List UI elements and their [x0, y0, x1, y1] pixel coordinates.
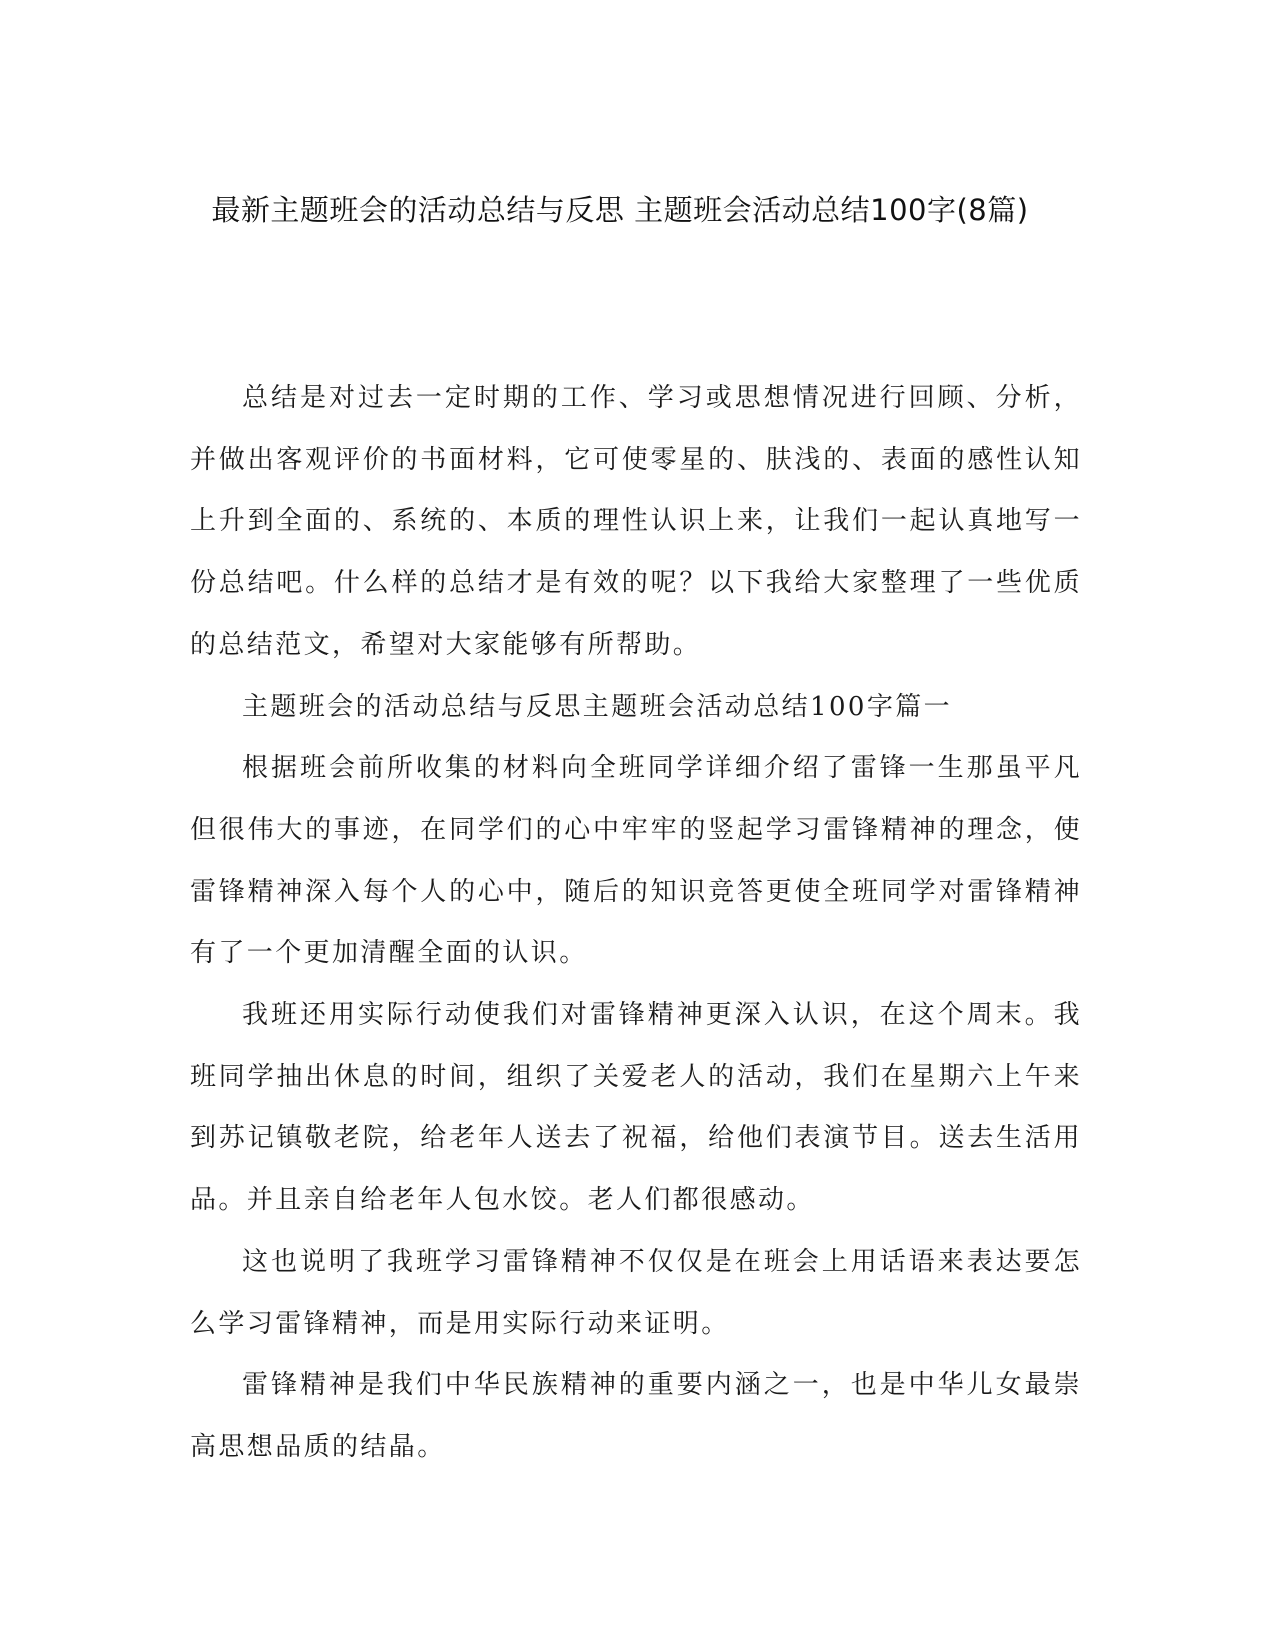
paragraph: 我班还用实际行动使我们对雷锋精神更深入认识，在这个周末。我班同学抽出休息的时间，组织了关爱老人的活动，我们在星期六上午来到苏记镇敬老院，给老年人送去了祝福，给他们表演节目。送去生活用品。并且亲自给老年人包水饺。老人们都很感动。: [190, 1000, 1082, 1216]
document-title: 最新主题班会的活动总结与反思 主题班会活动总结100字(8篇): [211, 193, 1029, 227]
paragraph: 这也说明了我班学习雷锋精神不仅仅是在班会上用话语来表达要怎么学习雷锋精神，而是用实际行动来证明。: [190, 1246, 1082, 1339]
section-heading: 主题班会的活动总结与反思主题班会活动总结100字篇一: [242, 691, 953, 722]
document-body: [190, 368, 1082, 1479]
paragraph-intro: 总结是对过去一定时期的工作、学习或思想情况进行回顾、分析，并做出客观评价的书面材料，它可使零星的、肤浅的、表面的感性认知上升到全面的、系统的、本质的理性认识上来，让我们一起认真地写一份总结吧。什么样的总结才是有效的呢？以下我给大家整理了一些优质的总结范文，希望对大家能够有所帮助。: [190, 383, 1082, 660]
paragraph: 雷锋精神是我们中华民族精神的重要内涵之一，也是中华儿女最崇高思想品质的结晶。: [190, 1370, 1082, 1462]
paragraph: 根据班会前所收集的材料向全班同学详细介绍了雷锋一生那虽平凡但很伟大的事迹，在同学们的心中牢牢的竖起学习雷锋精神的理念，使雷锋精神深入每个人的心中，随后的知识竞答更使全班同学对雷锋精神有了一个更加清醒全面的认识。: [190, 753, 1082, 969]
